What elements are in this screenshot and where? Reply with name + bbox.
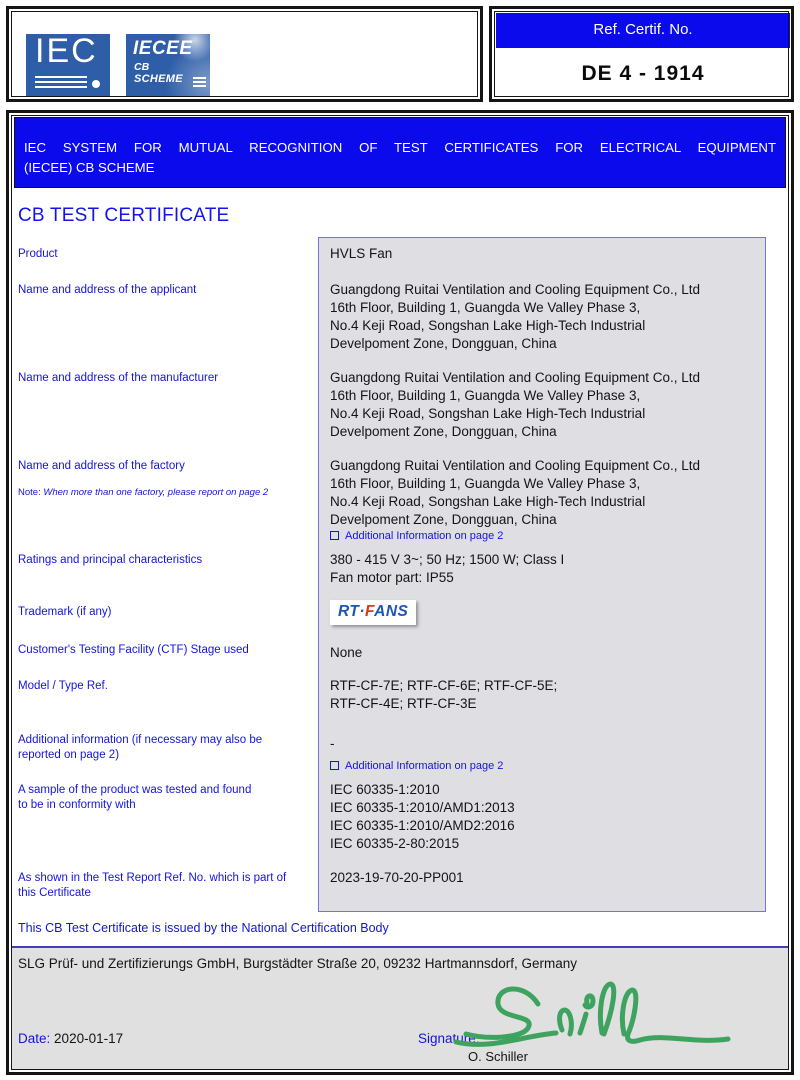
label-applicant: Name and address of the applicant bbox=[18, 284, 197, 296]
label-standards: A sample of the product was tested and found to be in conformity with bbox=[18, 784, 252, 811]
factory-note bbox=[18, 487, 314, 498]
value-standards: IEC 60335-1:2010 IEC 60335-1:2010/AMD1:2013 IEC 60335-1:2010/AMD2:2016 IEC 60335-2-80:2015 bbox=[330, 782, 515, 851]
logo-box bbox=[6, 6, 483, 102]
value-test-report: 2023-19-70-20-PP001 bbox=[330, 870, 464, 885]
ref-certif-label: Ref. Certif. No. bbox=[496, 13, 790, 48]
additional-info-row bbox=[330, 760, 503, 772]
value-ctf: None bbox=[330, 645, 363, 660]
factory-note-text: When more than one factory, please report on page 2 bbox=[43, 487, 269, 498]
rt-fans-trademark-logo bbox=[330, 600, 416, 625]
certification-body-name: SLG Prüf- und Zertifizierungs GmbH, Burgstädter Straße 20, 09232 Hartmannsdorf, Germany bbox=[18, 956, 577, 971]
label-additional-info: Additional information (if necessary may also be reported on page 2) bbox=[18, 734, 263, 761]
factory-additional-info-text: Additional Information on page 2 bbox=[345, 530, 504, 542]
label-ratings: Ratings and principal characteristics bbox=[18, 554, 203, 566]
iecee-cb-scheme-logo bbox=[126, 34, 210, 96]
signature-label: Signature: bbox=[418, 1031, 480, 1046]
signatory-name: O. Schiller bbox=[468, 1049, 528, 1064]
scheme-banner-line2: (IECEE) CB SCHEME bbox=[24, 160, 155, 175]
page-title: CB TEST CERTIFICATE bbox=[18, 205, 230, 226]
scheme-logo-text: SCHEME bbox=[134, 73, 183, 85]
trademark-text-f: F bbox=[365, 603, 375, 620]
value-additional-info: - bbox=[330, 736, 335, 751]
label-factory: Name and address of the factory bbox=[18, 460, 185, 472]
cb-logo-text: CB bbox=[134, 61, 150, 73]
checkbox-icon bbox=[330, 531, 339, 540]
date-value: 2020-01-17 bbox=[54, 1031, 124, 1046]
label-trademark: Trademark (if any) bbox=[18, 606, 112, 618]
additional-info-text: Additional Information on page 2 bbox=[345, 760, 504, 772]
checkbox-icon bbox=[330, 761, 339, 770]
iec-logo bbox=[26, 34, 110, 96]
date-row bbox=[18, 1031, 123, 1046]
iecee-logo-stripes-icon bbox=[193, 77, 206, 87]
certificate-number: DE 4 - 1914 bbox=[581, 62, 705, 85]
value-ratings: 380 - 415 V 3~; 50 Hz; 1500 W; Class I Fan motor part: IP55 bbox=[330, 552, 565, 585]
trademark-text-rt: RT· bbox=[338, 603, 366, 620]
factory-note-prefix: Note: bbox=[18, 487, 44, 498]
date-label: Date: bbox=[18, 1031, 51, 1046]
iecee-logo-text: IECEE bbox=[133, 38, 193, 59]
iec-logo-text: IEC bbox=[35, 32, 98, 70]
trademark-text-ans: ANS bbox=[374, 603, 409, 620]
value-model: RTF-CF-7E; RTF-CF-6E; RTF-CF-5E; RTF-CF-4E; RTF-CF-3E bbox=[330, 678, 558, 711]
value-factory: Guangdong Ruitai Ventilation and Cooling Equipment Co., Ltd 16th Floor, Building 1, Guangda We Valley Phase 3, No.4 Keji Road, Songshan Lake High-Tech Industrial Develpoment Zone, Dongguan, China bbox=[330, 458, 701, 527]
label-product: Product bbox=[18, 248, 58, 260]
label-ctf: Customer's Testing Facility (CTF) Stage used bbox=[18, 644, 249, 656]
value-applicant: Guangdong Ruitai Ventilation and Cooling Equipment Co., Ltd 16th Floor, Building 1, Guangda We Valley Phase 3, No.4 Keji Road, Songshan Lake High-Tech Industrial Develpoment Zone, Dongguan, China bbox=[330, 282, 701, 351]
iec-logo-stripes-icon bbox=[35, 76, 87, 88]
value-manufacturer: Guangdong Ruitai Ventilation and Cooling Equipment Co., Ltd 16th Floor, Building 1, Guangda We Valley Phase 3, No.4 Keji Road, Songshan Lake High-Tech Industrial Develpoment Zone, Dongguan, China bbox=[330, 370, 701, 439]
label-manufacturer: Name and address of the manufacturer bbox=[18, 372, 219, 384]
scheme-banner-line1: IEC SYSTEM FOR MUTUAL RECOGNITION OF TEST CERTIFICATES FOR ELECTRICAL EQUIPMENT bbox=[24, 140, 776, 155]
value-product: HVLS Fan bbox=[330, 246, 393, 261]
iec-logo-dot-icon bbox=[92, 80, 100, 88]
ref-certif-box bbox=[489, 6, 794, 102]
label-model: Model / Type Ref. bbox=[18, 680, 108, 692]
label-test-report: As shown in the Test Report Ref. No. which is part of this Certificate bbox=[18, 872, 287, 899]
factory-additional-info-row bbox=[330, 530, 503, 542]
issuing-statement: This CB Test Certificate is issued by the National Certification Body bbox=[18, 921, 389, 935]
scheme-banner bbox=[14, 117, 786, 188]
